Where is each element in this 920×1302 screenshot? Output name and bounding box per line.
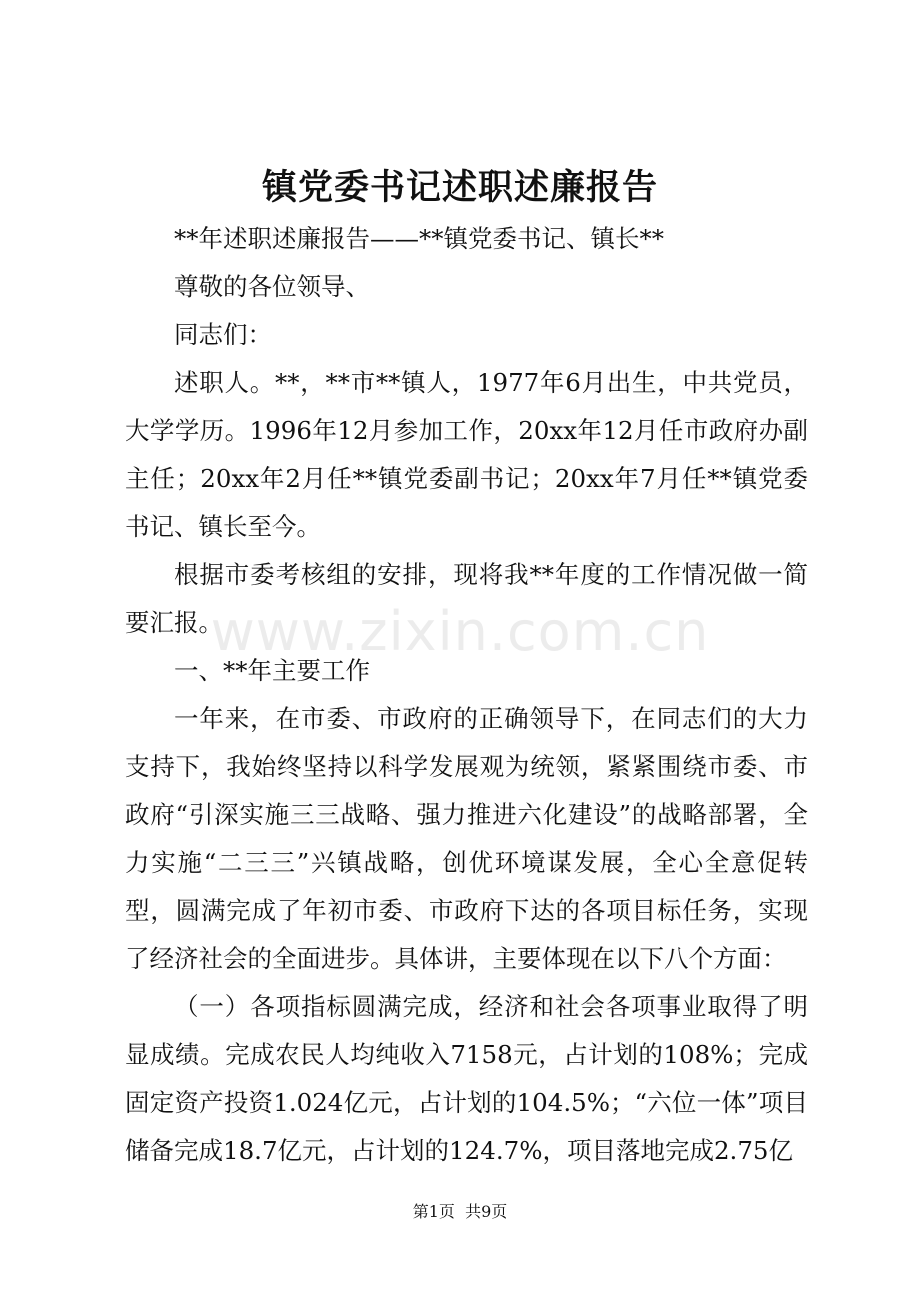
report-subtitle: **年述职述廉报告——**镇党委书记、镇长** — [174, 224, 664, 253]
salutation-line-1: 尊敬的各位领导、 — [174, 272, 370, 301]
paragraph-item-1: （一）各项指标圆满完成，经济和社会各项事业取得了明显成绩。完成农民人均纯收入7158元，占计划的108%；完成固定资产投资1.024亿元，占计划的104.5%；“六位一体”项目储备完成18.7亿元，占计划的124.7%，项目落地完成2.75亿 — [125, 992, 808, 1165]
document-title: 镇党委书记述职述廉报告 — [261, 167, 658, 208]
page-footer — [0, 1200, 920, 1224]
page-number: 第1页 — [412, 1202, 455, 1221]
watermark-text: www.zixin.com.cn — [210, 600, 710, 663]
page-total: 共9页 — [465, 1202, 508, 1221]
paragraph-intro: 根据市委考核组的安排，现将我**年度的工作情况做一简要汇报。 — [125, 560, 808, 637]
document-body — [125, 215, 808, 1175]
paragraph-personal-info: 述职人。**，**市**镇人，1977年6月出生，中共党员，大学学历。1996年12月参加工作，20xx年12月任市政府办副主任；20xx年2月任**镇党委副书记；20xx年7月任**镇党委书记、镇长至今。 — [125, 368, 808, 541]
section-heading-main-work: 一、**年主要工作 — [174, 656, 370, 685]
salutation-line-2: 同志们： — [174, 320, 272, 349]
paragraph-overview: 一年来，在市委、市政府的正确领导下，在同志们的大力支持下，我始终坚持以科学发展观为统领，紧紧围绕市委、市政府“引深实施三三战略、强力推进六化建设”的战略部署，全力实施“二三三”兴镇战略，创优环境谋发展，全心全意促转型，圆满完成了年初市委、市政府下达的各项目标任务，实现了经济社会的全面进步。具体讲，主要体现在以下八个方面： — [125, 704, 808, 973]
